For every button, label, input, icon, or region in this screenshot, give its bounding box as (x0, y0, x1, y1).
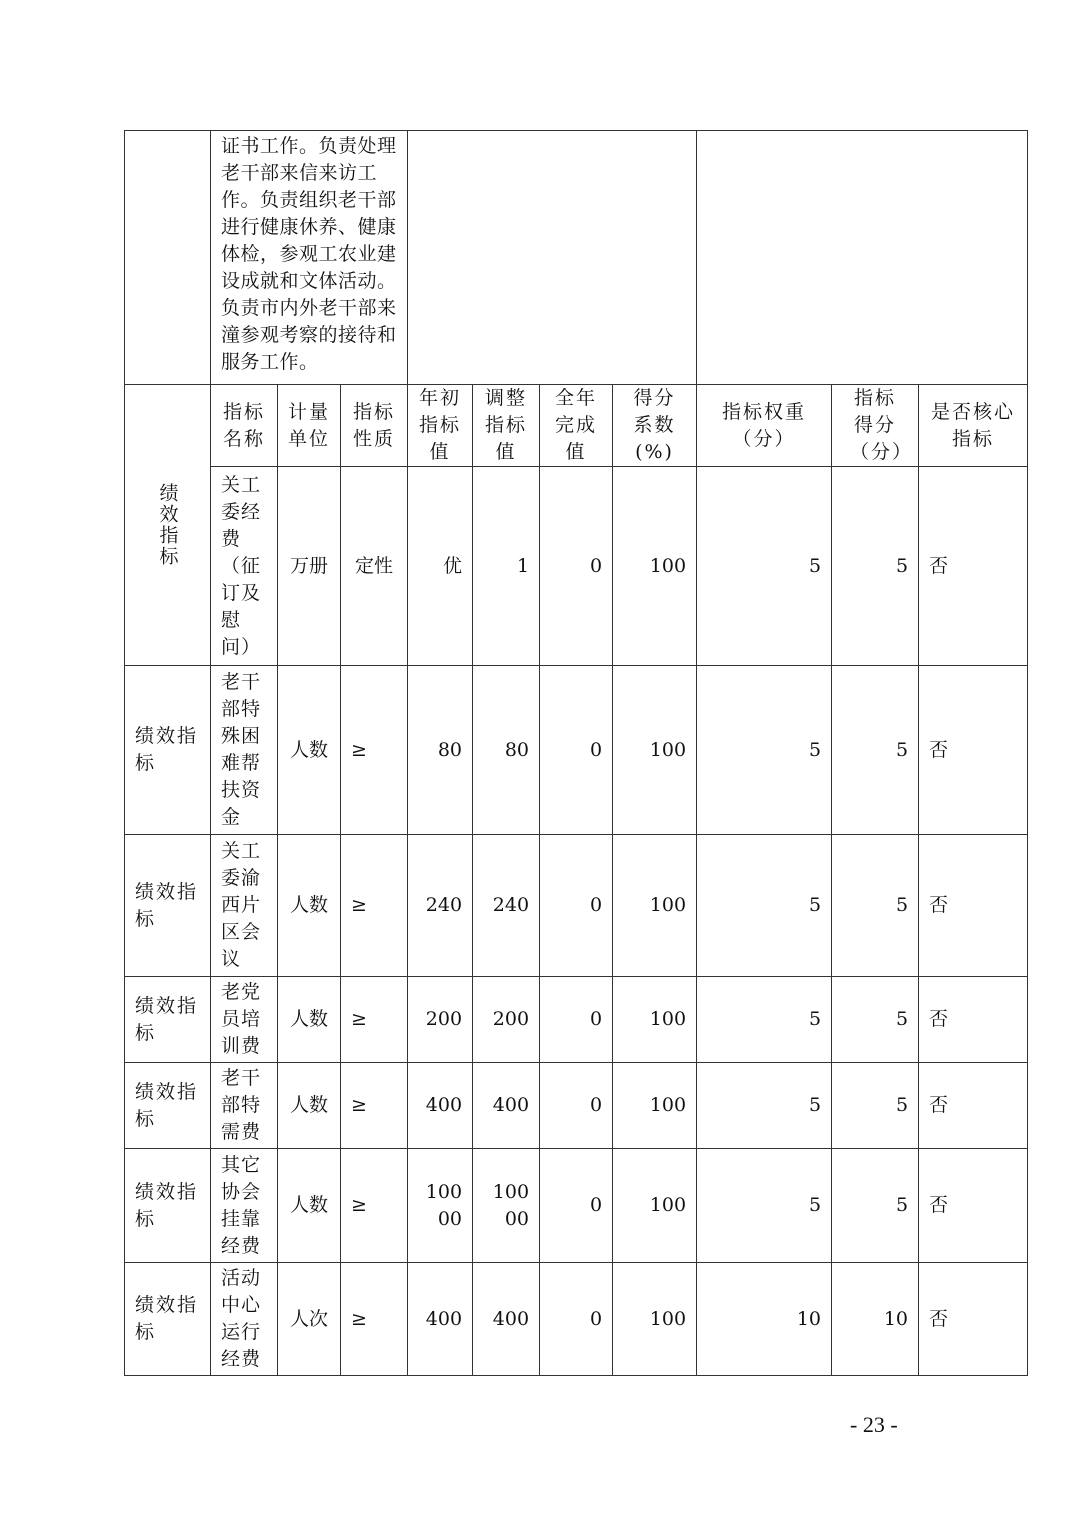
table-row (125, 835, 1028, 977)
unit-cell: 人数 (278, 835, 341, 977)
table-row (125, 666, 1028, 835)
actual-value-cell: 0 (540, 1149, 613, 1263)
unit-cell: 人数 (278, 977, 341, 1063)
coefficient-cell: 100 (613, 1063, 697, 1149)
coefficient-cell: 100 (613, 977, 697, 1063)
nature-cell: ≥ (341, 1063, 408, 1149)
coefficient-cell: 100 (613, 835, 697, 977)
coefficient-cell: 100 (613, 666, 697, 835)
indicator-name-cell: 老干部特需费 (211, 1063, 278, 1149)
adjusted-value-cell: 10000 (473, 1149, 540, 1263)
score-cell: 5 (832, 1149, 919, 1263)
indicator-name-cell: 老干部特殊困难帮扶资金 (211, 666, 278, 835)
category-cell: 绩效指标 (125, 1063, 211, 1149)
nature-cell: 定性 (341, 467, 408, 666)
unit-cell: 人数 (278, 1063, 341, 1149)
coefficient-cell: 100 (613, 1263, 697, 1376)
adjusted-value-cell: 80 (473, 666, 540, 835)
indicator-name-cell: 活动中心运行经费 (211, 1263, 278, 1376)
header-actual: 全年完成值 (540, 385, 613, 467)
unit-cell: 人数 (278, 1149, 341, 1263)
header-score: 指标得分（分） (832, 385, 919, 467)
initial-value-cell: 400 (408, 1063, 473, 1149)
header-core: 是否核心指标 (919, 385, 1028, 467)
weight-cell: 10 (697, 1263, 832, 1376)
score-cell: 5 (832, 1063, 919, 1149)
header-nature: 指标性质 (341, 385, 408, 467)
table-row (125, 467, 1028, 666)
description-cell (211, 131, 408, 385)
core-cell: 否 (919, 835, 1028, 977)
score-cell: 5 (832, 835, 919, 977)
core-cell: 否 (919, 666, 1028, 835)
actual-value-cell: 0 (540, 835, 613, 977)
description-row (125, 131, 1028, 385)
category-cell: 绩效指标 (125, 666, 211, 835)
weight-cell: 5 (697, 1063, 832, 1149)
core-cell: 否 (919, 1063, 1028, 1149)
nature-cell: ≥ (341, 835, 408, 977)
coefficient-cell: 100 (613, 1149, 697, 1263)
actual-value-cell: 0 (540, 666, 613, 835)
initial-value-cell: 200 (408, 977, 473, 1063)
blank-cell (697, 131, 1028, 385)
actual-value-cell: 0 (540, 467, 613, 666)
actual-value-cell: 0 (540, 1063, 613, 1149)
category-cell: 绩效指标 (125, 835, 211, 977)
adjusted-value-cell: 400 (473, 1263, 540, 1376)
adjusted-value-cell: 240 (473, 835, 540, 977)
nature-cell: ≥ (341, 666, 408, 835)
unit-cell: 人次 (278, 1263, 341, 1376)
initial-value-cell: 400 (408, 1263, 473, 1376)
header-name: 指标名称 (211, 385, 278, 467)
score-cell: 10 (832, 1263, 919, 1376)
weight-cell: 5 (697, 835, 832, 977)
core-cell: 否 (919, 467, 1028, 666)
header-adjusted: 调整指标值 (473, 385, 540, 467)
table-header-row (125, 385, 1028, 467)
page-number: - 23 - (850, 1412, 898, 1437)
adjusted-value-cell: 1 (473, 467, 540, 666)
blank-cell (408, 131, 697, 385)
initial-value-cell: 80 (408, 666, 473, 835)
weight-cell: 5 (697, 1149, 832, 1263)
table-row (125, 1149, 1028, 1263)
category-cell: 绩效指标 (125, 1149, 211, 1263)
nature-cell: ≥ (341, 977, 408, 1063)
adjusted-value-cell: 400 (473, 1063, 540, 1149)
indicator-name-cell: 老党员培训费 (211, 977, 278, 1063)
header-coef: 得分系数(%) (613, 385, 697, 467)
category-cell-vertical (125, 385, 211, 666)
description-text: 证书工作。负责处理老干部来信来访工作。负责组织老干部进行健康休养、健康体检，参观工农业建设成就和文体活动。负责市内外老干部来潼参观考察的接待和服务工作。 (221, 135, 397, 373)
unit-cell: 万册 (278, 467, 341, 666)
core-cell: 否 (919, 977, 1028, 1063)
score-cell: 5 (832, 467, 919, 666)
nature-cell: ≥ (341, 1149, 408, 1263)
actual-value-cell: 0 (540, 977, 613, 1063)
adjusted-value-cell: 200 (473, 977, 540, 1063)
indicator-name-cell: 关工委渝西片区会议 (211, 835, 278, 977)
score-cell: 5 (832, 977, 919, 1063)
core-cell: 否 (919, 1263, 1028, 1376)
core-cell: 否 (919, 1149, 1028, 1263)
category-cell: 绩效指标 (125, 1263, 211, 1376)
initial-value-cell: 10000 (408, 1149, 473, 1263)
header-weight: 指标权重（分） (697, 385, 832, 467)
table-row (125, 1263, 1028, 1376)
header-initial: 年初指标值 (408, 385, 473, 467)
weight-cell: 5 (697, 467, 832, 666)
table-row (125, 1063, 1028, 1149)
indicator-name-cell: 关工委经费（征订及慰问） (211, 467, 278, 666)
category-label-vertical: 绩效指标 (156, 483, 179, 567)
indicator-name-cell: 其它协会挂靠经费 (211, 1149, 278, 1263)
unit-cell: 人数 (278, 666, 341, 835)
nature-cell: ≥ (341, 1263, 408, 1376)
initial-value-cell: 优 (408, 467, 473, 666)
score-cell: 5 (832, 666, 919, 835)
performance-indicator-table (124, 130, 1028, 1376)
header-unit: 计量单位 (278, 385, 341, 467)
table-row (125, 977, 1028, 1063)
blank-cell (125, 131, 211, 385)
weight-cell: 5 (697, 666, 832, 835)
weight-cell: 5 (697, 977, 832, 1063)
category-cell: 绩效指标 (125, 977, 211, 1063)
initial-value-cell: 240 (408, 835, 473, 977)
actual-value-cell: 0 (540, 1263, 613, 1376)
coefficient-cell: 100 (613, 467, 697, 666)
